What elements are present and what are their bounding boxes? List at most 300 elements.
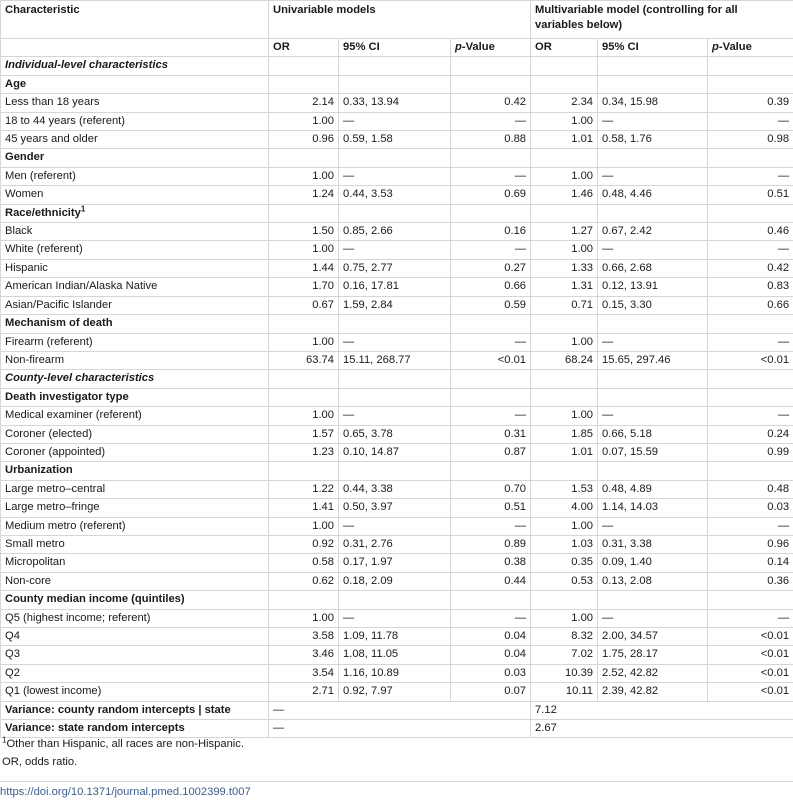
univariable-p: — [451,407,531,425]
univariable-or: 1.00 [269,167,339,185]
table-row [1,480,793,498]
multivariable-ci: — [598,167,708,185]
univariable-p: 0.16 [451,223,531,241]
univariable-p: 0.87 [451,443,531,461]
univariable-ci: 0.44, 3.53 [339,186,451,204]
multivariable-ci: 0.66, 2.68 [598,259,708,277]
table-row [1,259,793,277]
multivariable-variance: 2.67 [531,720,793,738]
variance-row [1,701,793,719]
row-label: Non-firearm [1,351,269,369]
univariable-ci: 0.10, 14.87 [339,443,451,461]
header-m-p [708,39,793,57]
empty-cell [598,370,708,388]
univariable-ci: 0.31, 2.76 [339,535,451,553]
row-label-text: County-level characteristics [5,372,155,385]
header-m-or: OR [531,39,598,57]
header-multivariable: Multivariable model (controlling for all variables below) [531,1,793,39]
multivariable-or: 10.39 [531,664,598,682]
univariable-or: 0.96 [269,131,339,149]
univariable-p: — [451,609,531,627]
multivariable-or: 1.01 [531,131,598,149]
univariable-p: — [451,333,531,351]
multivariable-p: — [708,167,793,185]
univariable-ci: 0.50, 3.97 [339,499,451,517]
multivariable-p: — [708,517,793,535]
empty-cell [339,57,451,75]
univariable-or: 1.00 [269,333,339,351]
empty-cell [598,204,708,222]
empty-cell [708,204,793,222]
row-label-text: Death investigator type [5,390,129,403]
row-label: 45 years and older [1,131,269,149]
section-row [1,370,793,388]
multivariable-or: 1.00 [531,407,598,425]
empty-cell [598,57,708,75]
univariable-p: 0.04 [451,646,531,664]
table-row [1,94,793,112]
multivariable-p: 0.96 [708,535,793,553]
univariable-p: 0.27 [451,259,531,277]
header-u-ci: 95% CI [339,39,451,57]
empty-cell [531,204,598,222]
table-row [1,296,793,314]
empty-cell [339,591,451,609]
row-label: Q5 (highest income; referent) [1,609,269,627]
group-row [1,462,793,480]
multivariable-ci: — [598,112,708,130]
univariable-ci: — [339,167,451,185]
header-blank [1,39,269,57]
multivariable-or: 1.85 [531,425,598,443]
univariable-ci: — [339,333,451,351]
empty-cell [451,315,531,333]
group-row [1,315,793,333]
empty-cell [708,388,793,406]
multivariable-variance: 7.12 [531,701,793,719]
empty-cell [269,388,339,406]
univariable-p: 0.69 [451,186,531,204]
univariable-ci: 0.17, 1.97 [339,554,451,572]
header-row-2 [1,39,793,57]
row-label: Coroner (appointed) [1,443,269,461]
empty-cell [708,149,793,167]
univariable-or: 2.14 [269,94,339,112]
univariable-ci: 15.11, 268.77 [339,351,451,369]
multivariable-p: — [708,407,793,425]
table-row [1,499,793,517]
multivariable-ci: 0.12, 13.91 [598,278,708,296]
univariable-ci: 0.18, 2.09 [339,572,451,590]
table-row [1,112,793,130]
row-label: Large metro–fringe [1,499,269,517]
multivariable-p: <0.01 [708,351,793,369]
multivariable-or: 1.27 [531,223,598,241]
row-label: Less than 18 years [1,94,269,112]
multivariable-or: 1.00 [531,167,598,185]
row-label: Q2 [1,664,269,682]
doi-line [0,781,793,798]
univariable-or: 1.22 [269,480,339,498]
empty-cell [451,57,531,75]
group-label [1,591,269,609]
row-label: Q1 (lowest income) [1,683,269,701]
univariable-p: — [451,241,531,259]
row-label: Women [1,186,269,204]
univariable-or: 1.50 [269,223,339,241]
group-label [1,149,269,167]
empty-cell [339,315,451,333]
empty-cell [531,57,598,75]
empty-cell [598,462,708,480]
empty-cell [598,149,708,167]
univariable-or: 0.92 [269,535,339,553]
empty-cell [269,462,339,480]
univariable-or: 1.00 [269,241,339,259]
table-row [1,186,793,204]
multivariable-p: <0.01 [708,664,793,682]
table-row [1,351,793,369]
row-label: Non-core [1,572,269,590]
multivariable-ci: 2.39, 42.82 [598,683,708,701]
group-row [1,75,793,93]
row-label-text: Race/ethnicity [5,206,81,219]
univariable-p: 0.31 [451,425,531,443]
empty-cell [339,75,451,93]
univariable-p: 0.88 [451,131,531,149]
header-characteristic: Characteristic [1,1,269,39]
univariable-ci: — [339,407,451,425]
univariable-p: <0.01 [451,351,531,369]
empty-cell [339,370,451,388]
univariable-ci: 0.33, 13.94 [339,94,451,112]
empty-cell [598,388,708,406]
univariable-ci: 0.16, 17.81 [339,278,451,296]
multivariable-ci: 0.13, 2.08 [598,572,708,590]
empty-cell [708,75,793,93]
section-label [1,370,269,388]
empty-cell [339,462,451,480]
multivariable-or: 1.01 [531,443,598,461]
group-row [1,149,793,167]
table-row [1,425,793,443]
table-row [1,241,793,259]
group-label [1,204,269,222]
table-row [1,333,793,351]
empty-cell [708,370,793,388]
header-u-p-italic: p [455,41,462,53]
table-row [1,407,793,425]
empty-cell [339,149,451,167]
univariable-or: 1.57 [269,425,339,443]
multivariable-or: 1.53 [531,480,598,498]
header-univariable: Univariable models [269,1,531,39]
table-footnotes [0,735,793,798]
univariable-p: 0.04 [451,628,531,646]
empty-cell [269,57,339,75]
empty-cell [269,204,339,222]
empty-cell [708,315,793,333]
row-label: Medical examiner (referent) [1,407,269,425]
group-label [1,315,269,333]
univariable-ci: 0.65, 3.78 [339,425,451,443]
univariable-p: 0.66 [451,278,531,296]
univariable-ci: 0.59, 1.58 [339,131,451,149]
univariable-p: 0.07 [451,683,531,701]
doi-link[interactable]: https://doi.org/10.1371/journal.pmed.1002399.t007 [0,786,251,798]
multivariable-or: 1.00 [531,112,598,130]
multivariable-ci: 1.75, 28.17 [598,646,708,664]
empty-cell [451,388,531,406]
univariable-variance: — [269,701,531,719]
multivariable-ci: 0.09, 1.40 [598,554,708,572]
row-label: Coroner (elected) [1,425,269,443]
multivariable-ci: 0.34, 15.98 [598,94,708,112]
empty-cell [598,591,708,609]
table-row [1,664,793,682]
multivariable-ci: 0.67, 2.42 [598,223,708,241]
univariable-ci: 1.16, 10.89 [339,664,451,682]
univariable-ci: — [339,609,451,627]
table-row [1,683,793,701]
multivariable-or: 7.02 [531,646,598,664]
multivariable-p: 0.99 [708,443,793,461]
multivariable-or: 0.71 [531,296,598,314]
univariable-or: 1.23 [269,443,339,461]
empty-cell [531,149,598,167]
multivariable-ci: — [598,517,708,535]
multivariable-ci: 1.14, 14.03 [598,499,708,517]
univariable-p: 0.44 [451,572,531,590]
univariable-or: 0.62 [269,572,339,590]
table-row [1,278,793,296]
footnote-2: OR, odds ratio. [2,756,78,768]
group-row [1,388,793,406]
multivariable-ci: — [598,241,708,259]
empty-cell [598,75,708,93]
multivariable-p: 0.39 [708,94,793,112]
multivariable-ci: — [598,609,708,627]
multivariable-ci: — [598,333,708,351]
univariable-or: 3.54 [269,664,339,682]
section-label [1,57,269,75]
table-row [1,517,793,535]
empty-cell [531,370,598,388]
univariable-p: 0.51 [451,499,531,517]
univariable-or: 0.58 [269,554,339,572]
univariable-or: 1.00 [269,609,339,627]
multivariable-or: 1.33 [531,259,598,277]
multivariable-p: <0.01 [708,683,793,701]
empty-cell [451,204,531,222]
row-label: Asian/Pacific Islander [1,296,269,314]
group-label [1,462,269,480]
univariable-p: 0.38 [451,554,531,572]
univariable-ci: — [339,241,451,259]
empty-cell [269,591,339,609]
row-label: Q4 [1,628,269,646]
empty-cell [269,75,339,93]
multivariable-or: 1.00 [531,609,598,627]
multivariable-p: <0.01 [708,628,793,646]
multivariable-ci: 0.48, 4.89 [598,480,708,498]
row-label: Firearm (referent) [1,333,269,351]
multivariable-p: — [708,241,793,259]
univariable-ci: — [339,112,451,130]
multivariable-or: 1.31 [531,278,598,296]
univariable-p: 0.59 [451,296,531,314]
multivariable-or: 0.53 [531,572,598,590]
multivariable-ci: 0.15, 3.30 [598,296,708,314]
multivariable-p: 0.24 [708,425,793,443]
table-row [1,628,793,646]
multivariable-p: 0.14 [708,554,793,572]
empty-cell [451,149,531,167]
multivariable-p: 0.66 [708,296,793,314]
multivariable-or: 1.00 [531,517,598,535]
multivariable-p: 0.42 [708,259,793,277]
table-row [1,609,793,627]
multivariable-ci: — [598,407,708,425]
row-label-text: Individual-level characteristics [5,59,168,72]
univariable-ci: 0.75, 2.77 [339,259,451,277]
empty-cell [339,388,451,406]
row-label: Men (referent) [1,167,269,185]
univariable-ci: 0.92, 7.97 [339,683,451,701]
multivariable-or: 1.00 [531,241,598,259]
empty-cell [531,462,598,480]
multivariable-ci: 2.00, 34.57 [598,628,708,646]
footnote-1 [0,735,793,753]
multivariable-ci: 15.65, 297.46 [598,351,708,369]
footnote-1-text: Other than Hispanic, all races are non-Hispanic. [6,738,244,750]
section-row [1,57,793,75]
variance-label: Variance: county random intercepts | state [1,701,269,719]
table-row [1,443,793,461]
multivariable-p: 0.48 [708,480,793,498]
multivariable-ci: 0.66, 5.18 [598,425,708,443]
empty-cell [531,75,598,93]
multivariable-ci: 0.58, 1.76 [598,131,708,149]
empty-cell [339,204,451,222]
univariable-p: — [451,167,531,185]
row-label-text: Gender [5,151,45,164]
header-u-p-rest: -Value [461,41,495,53]
multivariable-p: 0.36 [708,572,793,590]
variance-label: Variance: state random intercepts [1,720,269,738]
group-label [1,75,269,93]
header-m-p-rest: -Value [718,41,752,53]
multivariable-p: — [708,112,793,130]
group-row [1,591,793,609]
multivariable-p: <0.01 [708,646,793,664]
multivariable-ci: 0.48, 4.46 [598,186,708,204]
header-m-ci: 95% CI [598,39,708,57]
univariable-ci: 1.09, 11.78 [339,628,451,646]
multivariable-p: 0.83 [708,278,793,296]
multivariable-p: 0.03 [708,499,793,517]
empty-cell [451,75,531,93]
univariable-or: 1.00 [269,112,339,130]
row-label: 18 to 44 years (referent) [1,112,269,130]
row-label: Hispanic [1,259,269,277]
univariable-p: 0.03 [451,664,531,682]
empty-cell [451,370,531,388]
table-row [1,223,793,241]
multivariable-p: 0.98 [708,131,793,149]
multivariable-or: 8.32 [531,628,598,646]
multivariable-p: 0.51 [708,186,793,204]
multivariable-or: 1.03 [531,535,598,553]
multivariable-ci: 0.31, 3.38 [598,535,708,553]
row-label-text: County median income (quintiles) [5,593,185,606]
empty-cell [451,591,531,609]
header-m-p-italic: p [712,41,719,53]
empty-cell [598,315,708,333]
empty-cell [708,57,793,75]
empty-cell [451,462,531,480]
row-label: Medium metro (referent) [1,517,269,535]
univariable-or: 1.00 [269,517,339,535]
univariable-or: 1.44 [269,259,339,277]
table-row [1,554,793,572]
multivariable-or: 1.46 [531,186,598,204]
empty-cell [269,315,339,333]
empty-cell [531,388,598,406]
table-row [1,572,793,590]
univariable-ci: 1.59, 2.84 [339,296,451,314]
univariable-or: 63.74 [269,351,339,369]
row-label-text: Age [5,77,27,90]
empty-cell [531,591,598,609]
univariable-or: 0.67 [269,296,339,314]
multivariable-or: 1.00 [531,333,598,351]
row-label: Large metro–central [1,480,269,498]
univariable-ci: — [339,517,451,535]
footnote-marker: 1 [80,204,86,213]
row-label-text: Mechanism of death [5,317,113,330]
table-row [1,535,793,553]
univariable-variance: — [269,720,531,738]
header-row-1 [1,1,793,39]
univariable-or: 1.00 [269,407,339,425]
row-label-text: Urbanization [5,464,73,477]
table-row [1,167,793,185]
table-body [1,1,793,738]
multivariable-or: 68.24 [531,351,598,369]
univariable-p: 0.70 [451,480,531,498]
univariable-or: 2.71 [269,683,339,701]
univariable-or: 3.58 [269,628,339,646]
table-row [1,646,793,664]
univariable-ci: 0.44, 3.38 [339,480,451,498]
multivariable-ci: 0.07, 15.59 [598,443,708,461]
empty-cell [269,370,339,388]
multivariable-p: — [708,333,793,351]
univariable-or: 1.24 [269,186,339,204]
header-u-or: OR [269,39,339,57]
univariable-or: 3.46 [269,646,339,664]
empty-cell [269,149,339,167]
row-label: Black [1,223,269,241]
table-row [1,131,793,149]
footnote-1-marker: 1 [2,735,7,745]
univariable-p: — [451,112,531,130]
univariable-p: — [451,517,531,535]
multivariable-or: 0.35 [531,554,598,572]
empty-cell [708,462,793,480]
header-u-p [451,39,531,57]
